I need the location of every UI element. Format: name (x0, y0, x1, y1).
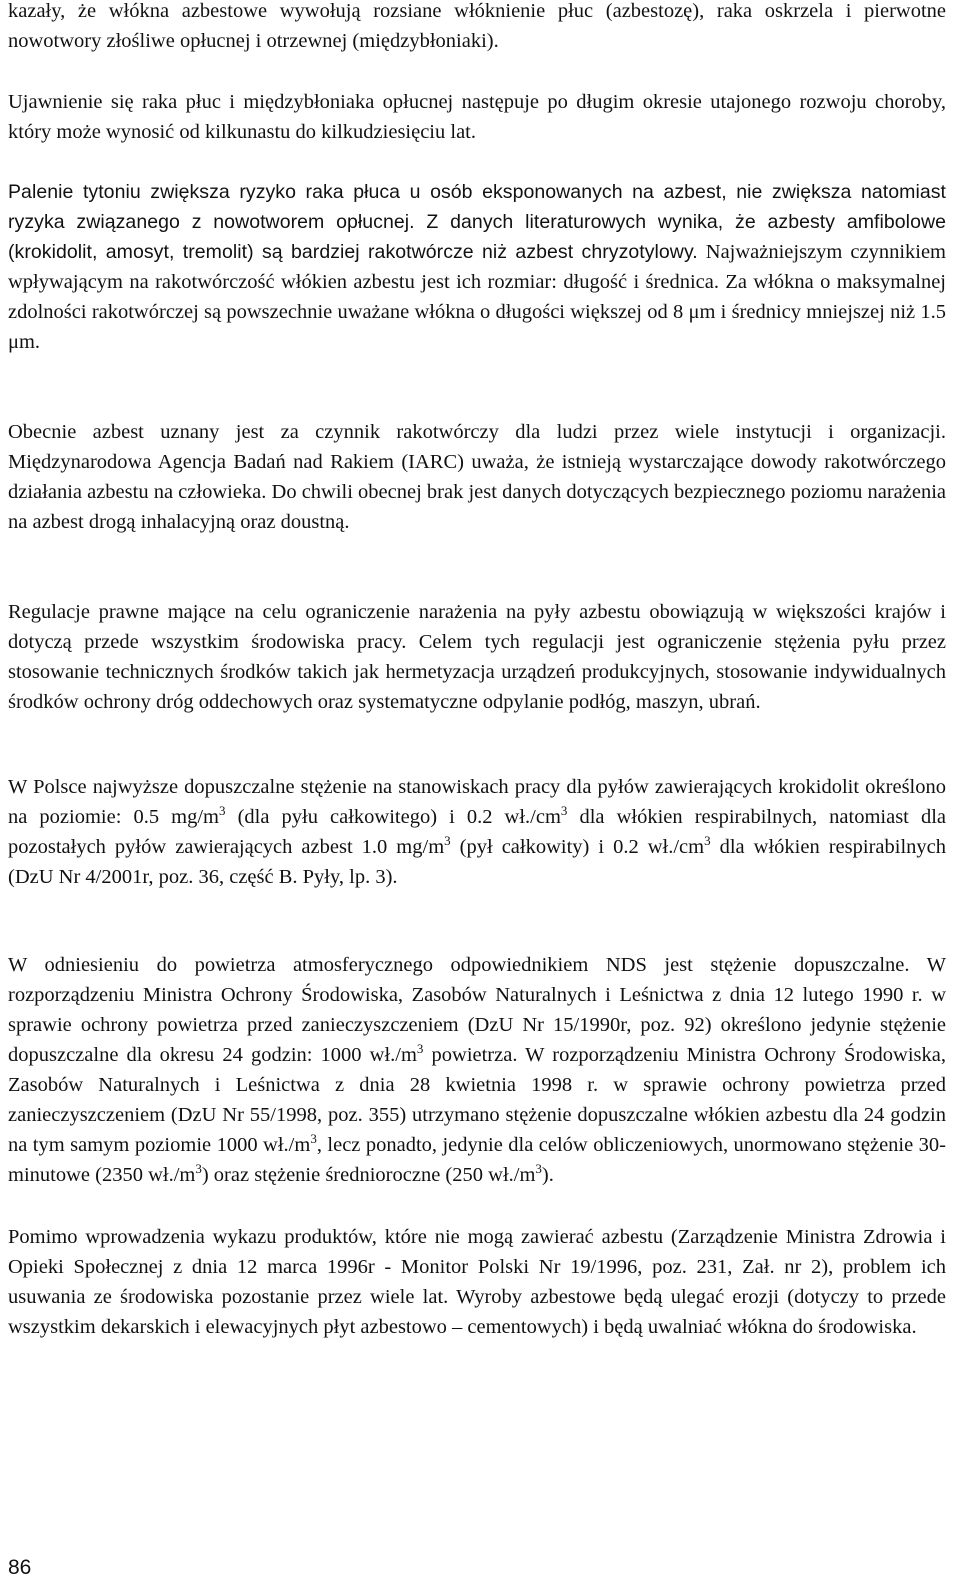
exponent: 3 (310, 1131, 317, 1146)
atmospheric-text-3: , lecz ponadto, jedynie dla celów obliczeniowych, unormowano stężenie 30-minutowe (2350 wł./m (8, 1134, 946, 1186)
paragraph-atmospheric-limits (8, 950, 946, 1190)
limits-text-4: (pył całkowity) i 0.2 wł./cm (450, 836, 705, 858)
exponent: 3 (704, 833, 711, 848)
paragraph-latency-period: Ujawnienie się raka płuc i międzybłoniaka opłucnej następuje po długim okresie utajonego rozwoju choroby, który może wynosić od kilkunastu do kilkudziesięciu lat. (8, 91, 946, 143)
exponent: 3 (195, 1161, 202, 1176)
limits-text-5: dla włókien respirabilnych (DzU Nr 4/2001r, poz. 36, część B. Pyły, lp. 3). (8, 836, 946, 888)
atmospheric-text-4: ) oraz stężenie średnioroczne (250 wł./m (201, 1164, 536, 1186)
paragraph-fiber-size-text: Najważniejszym czynnikiem wpływającym na rakotwórczość włókien azbestu jest ich rozmiar: długość i średnica. Za włókna o maksymalnej zdolności rakotwórczej są powszechnie uważane włókna o długości większej od 8 μm i średnicy mniejszej niż 1.5 μm. (8, 241, 947, 353)
paragraph-carcinogen-recognition: Obecnie azbest uznany jest za czynnik rakotwórczy dla ludzi przez wiele instytucji i organizacji. Międzynarodowa Agencja Badań nad Rakiem (IARC) uważa, że istnieją wystarczające dowody rakotwórczego działania azbestu na człowieka. Do chwili obecnej brak jest danych dotyczących bezpiecznego poziomu narażenia na azbest drogą inhalacyjną oraz doustną. (8, 421, 947, 533)
atmospheric-text-2: powietrza. W rozporządzeniu Ministra Ochrony Środowiska, Zasobów Naturalnych i Leśnictwa z dnia 28 kwietnia 1998 r. w sprawie ochrony powietrza przed zanieczyszczeniem (DzU Nr 55/1998, poz. 355) utrzymano stężenie dopuszczalne włókien azbestu dla 24 godzin na tym samym poziomie 1000 wł./m (8, 1044, 946, 1156)
limits-text-2: (dla pyłu całkowitego) i 0.2 wł./cm (225, 806, 561, 828)
atmospheric-text-1: W odniesieniu do powietrza atmosferycznego odpowiednikiem NDS jest stężenie dopuszczalne. W rozporządzeniu Ministra Ochrony Środowiska, Zasobów Naturalnych i Leśnictwa z dnia 12 lutego 1990 r. w sprawie ochrony powietrza przed zanieczyszczeniem (DzU Nr 15/1990r, poz. 92) określono jedynie stężenie dopuszczalne dla okresu 24 godzin: 1000 wł./m (8, 954, 946, 1066)
exponent: 3 (444, 833, 451, 848)
limits-text-3: dla włókien respirabilnych, natomiast dla pozostałych pyłów zawierających azbest 1.0 mg/m (8, 806, 946, 858)
paragraph-polish-exposure-limits (8, 772, 946, 892)
page-number: 86 (8, 1556, 32, 1579)
atmospheric-text-5: ). (541, 1164, 554, 1186)
exponent: 3 (219, 803, 226, 818)
paragraph-smoking-and-fiber-size (8, 177, 946, 357)
paragraph-product-removal: Pomimo wprowadzenia wykazu produktów, które nie mogą zawierać azbestu (Zarządzenie Ministra Zdrowia i Opieki Społecznej z dnia 12 marca 1996r - Monitor Polski Nr 19/1996, poz. 231, Zał. nr 2), problem ich usuwania ze środowiska pozostanie przez wiele lat. Wyroby azbestowe będą ulegać erozji (dotyczy to przede wszystkim dekarskich i elewacyjnych płyt azbestowo – cementowych) i będą uwalniać włókna do środowiska. (8, 1226, 946, 1338)
paragraph-asbestos-diseases: kazały, że włókna azbestowe wywołują rozsiane włóknienie płuc (azbestozę), raka oskrzela i pierwotne nowotwory złośliwe opłucnej i otrzewnej (międzybłoniaki). (8, 0, 946, 52)
exponent: 3 (416, 1041, 424, 1056)
exponent: 3 (535, 1161, 542, 1176)
limits-text-1: W Polsce najwyższe dopuszczalne stężenie na stanowiskach pracy dla pyłów zawierających krokidolit określono na poziomie: 0.5 mg/m (8, 776, 946, 828)
paragraph-legal-regulations: Regulacje prawne mające na celu ograniczenie narażenia na pyły azbestu obowiązują w większości krajów i dotyczą przede wszystkim środowiska pracy. Celem tych regulacji jest ograniczenie stężenia pyłu przez stosowanie technicznych środków takich jak hermetyzacja urządzeń produkcyjnych, stosowanie indywidualnych środków ochrony dróg oddechowych oraz systematyczne odpylanie podłóg, maszyn, ubrań. (8, 601, 946, 713)
paragraph-smoking-text: Palenie tytoniu zwiększa ryzyko raka płuca u osób eksponowanych na azbest, nie zwiększa natomiast ryzyka związanego z nowotworem opłucnej. Z danych literaturowych wynika, że azbesty amfibolowe (krokidolit, amosyt, tremolit) są bardziej rakotwórcze niż azbest chryzotylowy. (8, 181, 946, 263)
exponent: 3 (560, 803, 568, 818)
